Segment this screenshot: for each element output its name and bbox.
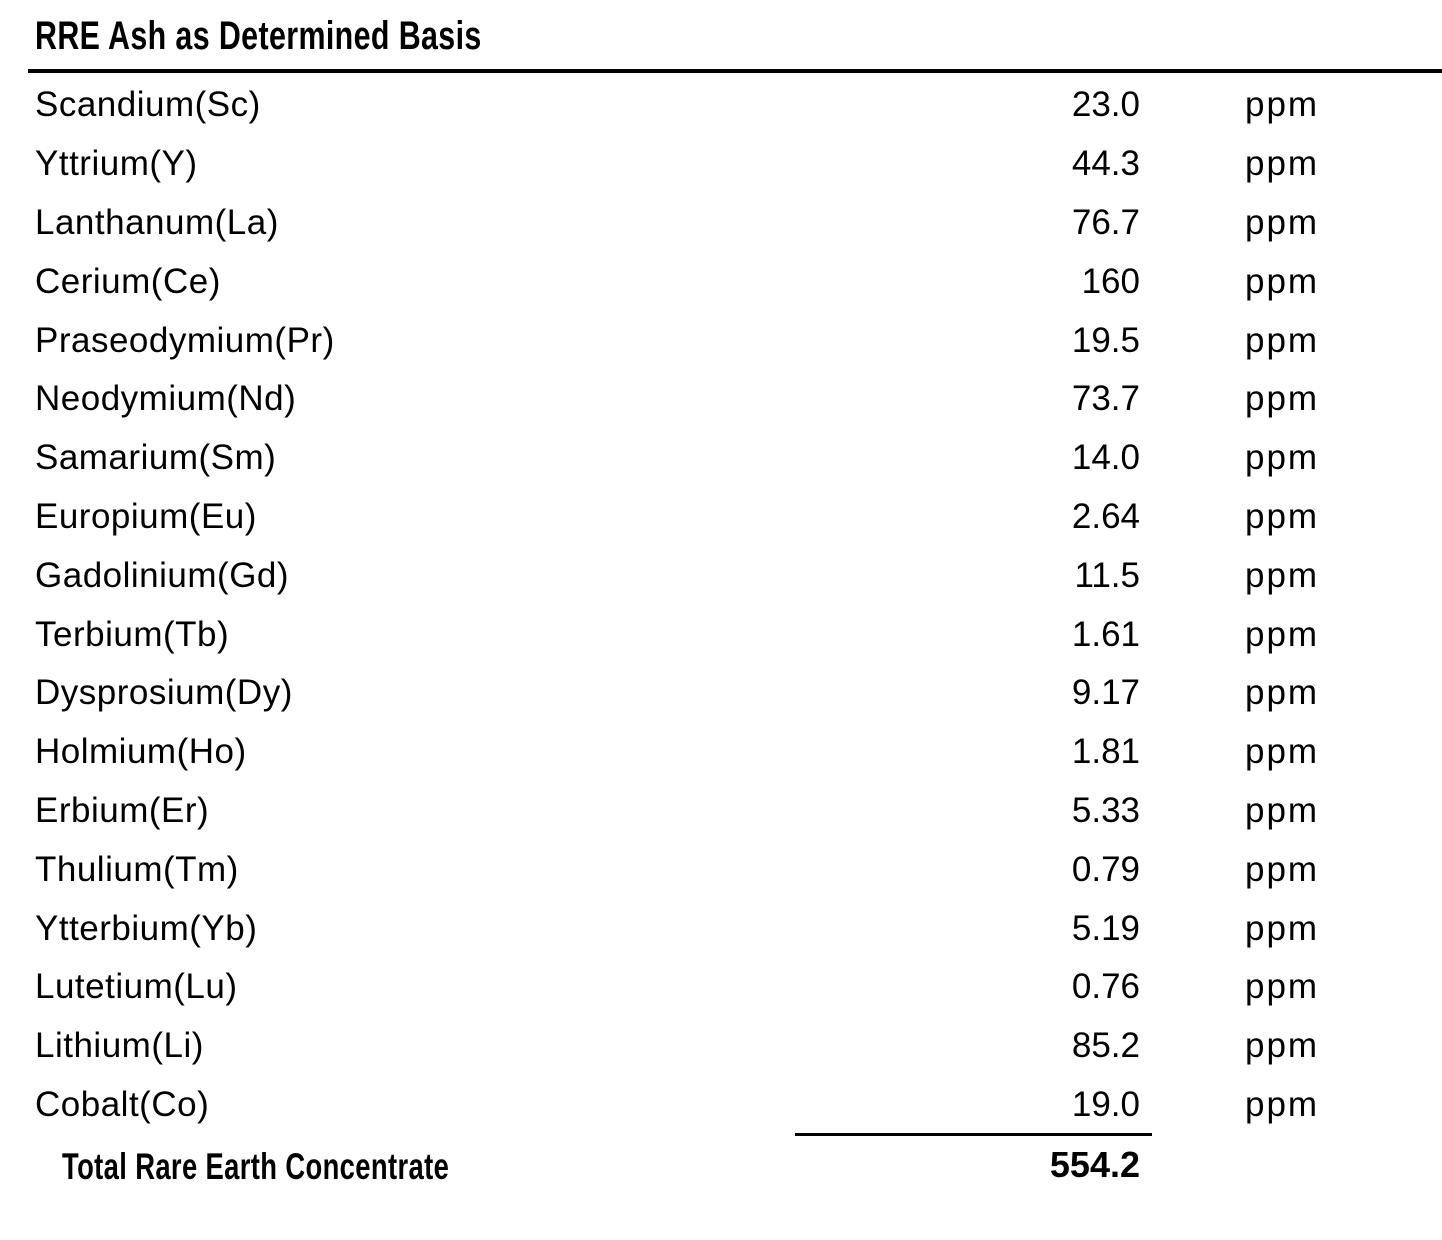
table-row [0,194,1442,253]
total-value: 554.2 [1049,1143,1140,1185]
element-unit: ppm [1245,673,1320,713]
table-row [0,1076,1442,1135]
table-row [0,1017,1442,1076]
element-value: 44.3 [1071,144,1140,184]
element-value: 1.81 [1071,732,1140,772]
element-unit: ppm [1245,379,1320,419]
element-name: Neodymium(Nd) [35,379,297,419]
element-unit: ppm [1245,790,1320,830]
element-value: 0.76 [1071,967,1140,1007]
table-row [0,605,1442,664]
element-name: Gadolinium(Gd) [35,555,290,595]
element-name: Lutetium(Lu) [35,967,238,1007]
element-value: 0.79 [1071,849,1140,889]
element-unit: ppm [1245,614,1320,654]
table-row [0,723,1442,782]
header-rule [28,69,1442,73]
element-value: 5.33 [1071,790,1140,830]
total-label: Total Rare Earth Concentrate [62,1146,450,1187]
element-unit: ppm [1245,1084,1320,1124]
element-name: Terbium(Tb) [35,614,230,654]
element-unit: ppm [1245,202,1320,242]
element-value: 19.0 [1071,1084,1140,1124]
element-name: Ytterbium(Yb) [35,908,258,948]
element-name: Scandium(Sc) [35,85,261,125]
element-name: Lithium(Li) [35,1026,204,1066]
element-value: 1.61 [1071,614,1140,654]
table-row [0,782,1442,841]
element-unit: ppm [1245,438,1320,478]
element-unit: ppm [1245,849,1320,889]
element-unit: ppm [1245,555,1320,595]
table-row [0,76,1442,135]
element-name: Thulium(Tm) [35,849,239,889]
element-unit: ppm [1245,261,1320,301]
element-unit: ppm [1245,967,1320,1007]
element-name: Praseodymium(Pr) [35,320,335,360]
element-unit: ppm [1245,85,1320,125]
element-value: 9.17 [1071,673,1140,713]
element-value: 85.2 [1071,1026,1140,1066]
table-row [0,664,1442,723]
element-name: Erbium(Er) [35,790,210,830]
element-name: Europium(Eu) [35,496,257,536]
table-row [0,135,1442,194]
element-name: Holmium(Ho) [35,732,247,772]
element-name: Lanthanum(La) [35,202,279,242]
table-row [0,252,1442,311]
page-title: RRE Ash as Determined Basis [35,14,482,58]
element-name: Samarium(Sm) [35,438,277,478]
table-row [0,546,1442,605]
element-unit: ppm [1245,732,1320,772]
element-name: Cobalt(Co) [35,1084,210,1124]
element-unit: ppm [1245,908,1320,948]
table-row [0,370,1442,429]
table-row [0,429,1442,488]
element-value: 73.7 [1071,379,1140,419]
total-row [0,1138,1442,1196]
table-row [0,840,1442,899]
element-value: 19.5 [1071,320,1140,360]
element-value: 76.7 [1071,202,1140,242]
element-name: Dysprosium(Dy) [35,673,293,713]
element-unit: ppm [1245,496,1320,536]
table-row [0,899,1442,958]
element-value: 5.19 [1071,908,1140,948]
table-row [0,958,1442,1017]
element-table [0,76,1442,1134]
element-value: 2.64 [1071,496,1140,536]
table-row [0,311,1442,370]
element-name: Cerium(Ce) [35,261,221,301]
table-row [0,488,1442,547]
element-value: 14.0 [1071,438,1140,478]
element-value: 11.5 [1074,555,1140,595]
element-unit: ppm [1245,1026,1320,1066]
element-unit: ppm [1245,320,1320,360]
element-name: Yttrium(Y) [35,144,198,184]
element-value: 160 [1081,261,1140,301]
element-value: 23.0 [1071,85,1140,125]
total-sum-rule [795,1133,1152,1136]
element-unit: ppm [1245,144,1320,184]
